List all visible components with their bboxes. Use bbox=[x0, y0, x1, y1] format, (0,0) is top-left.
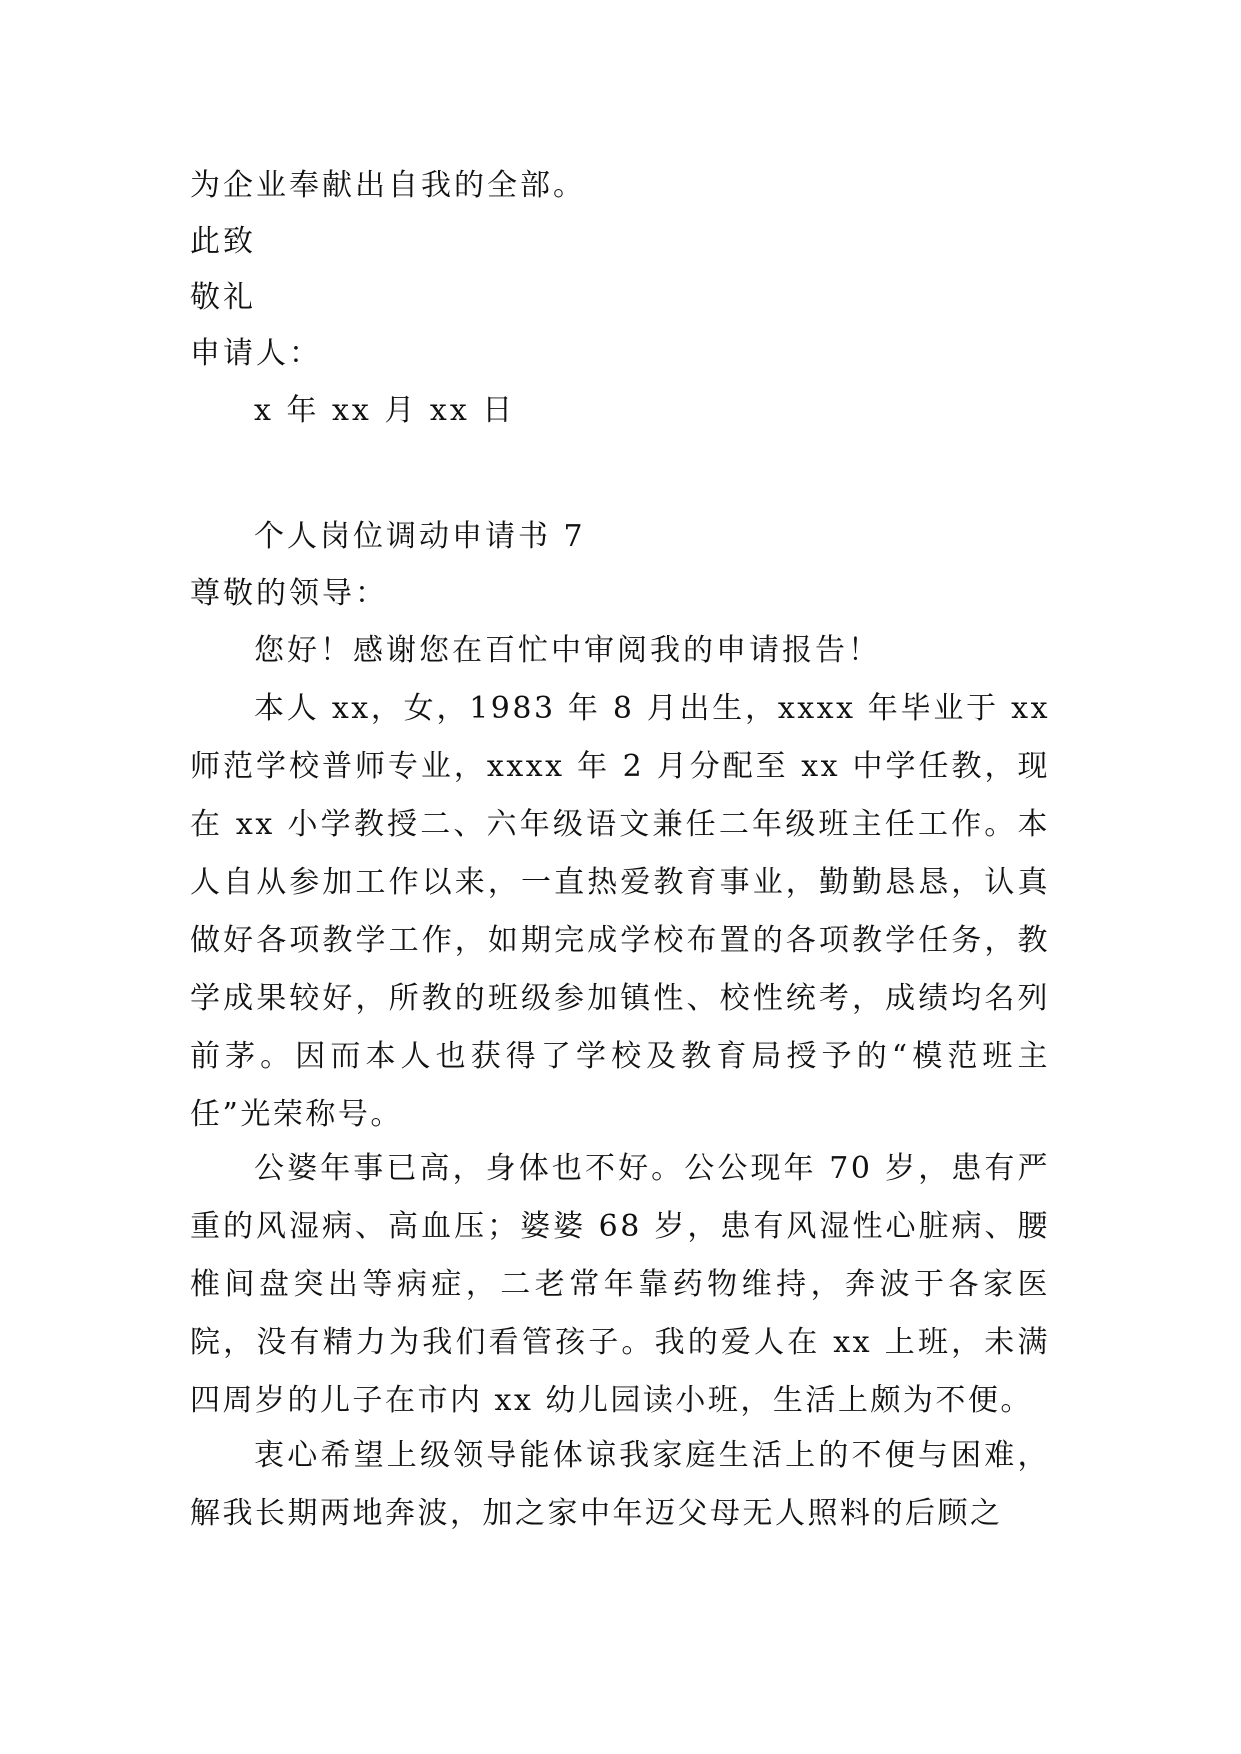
salutation-cizhi: 此致 bbox=[190, 224, 256, 259]
letter-opening: 您好！感谢您在百忙中审阅我的申请报告！ bbox=[254, 633, 881, 668]
letter-paragraph-2: 公婆年事已高，身体也不好。公公现年 70 岁，患有严重的风湿病、高血压；婆婆 68 岁，患有风湿性心脏病、腰椎间盘突出等病症，二老常年靠药物维持，奔波于各家医院，没有精力为我们看管孩子。我的爱人在 xx 上班，未满四周岁的儿子在市内 xx 幼儿园读小班，生活上颇为不便。 bbox=[190, 1151, 1050, 1418]
letter-paragraph-1: 本人 xx，女，1983 年 8 月出生，xxxx 年毕业于 xx 师范学校普师专业，xxxx 年 2 月分配至 xx 中学任教，现在 xx 小学教授二、六年级语文兼任二年级班主任工作。本人自从参加工作以来，一直热爱教育事业，勤勤恳恳，认真做好各项教学工作，如期完成学校布置的各项教学任务，教学成果较好，所教的班级参加镇性、校性统考，成绩均名列前茅。因而本人也获得了学校及教育局授予的“模范班主任”光荣称号。 bbox=[190, 691, 1050, 1132]
date-line: x 年 xx 月 xx 日 bbox=[254, 393, 516, 428]
salutation-jingli: 敬礼 bbox=[190, 280, 256, 315]
applicant-label: 申请人： bbox=[190, 336, 322, 371]
letter-title: 个人岗位调动申请书 7 bbox=[254, 519, 586, 554]
letter-paragraph-3: 衷心希望上级领导能体谅我家庭生活上的不便与困难，解我长期两地奔波，加之家中年迈父母无人照料的后顾之 bbox=[190, 1438, 1050, 1531]
closing-line: 为企业奉献出自我的全部。 bbox=[190, 168, 586, 203]
letter-greeting: 尊敬的领导： bbox=[190, 576, 388, 611]
